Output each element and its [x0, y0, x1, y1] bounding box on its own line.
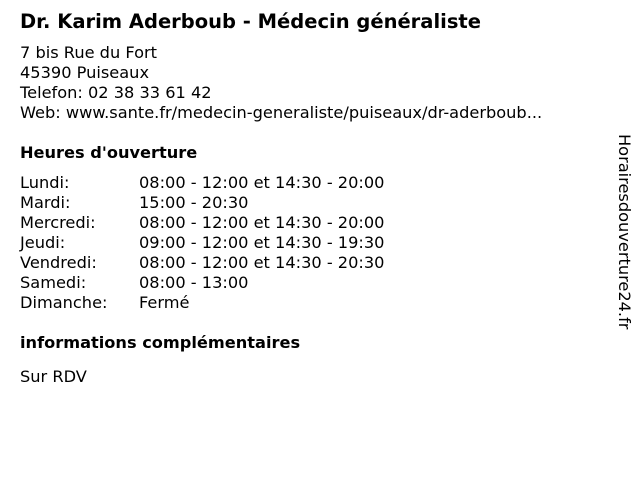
time-value: 08:00 - 12:00 et 14:30 - 20:30: [139, 253, 385, 272]
day-label: Vendredi:: [20, 253, 97, 272]
site-watermark: Horairesdouverture24.fr: [615, 134, 634, 330]
day-label: Lundi:: [20, 173, 70, 192]
additional-info-text: Sur RDV: [20, 367, 87, 386]
hours-row: [20, 213, 600, 233]
time-value: 09:00 - 12:00 et 14:30 - 19:30: [139, 233, 385, 252]
day-label: Jeudi:: [20, 233, 66, 252]
page-title: Dr. Karim Aderboub - Médecin généraliste: [20, 10, 481, 33]
hours-row: [20, 293, 600, 313]
time-value: 08:00 - 13:00: [139, 273, 249, 292]
time-value: 08:00 - 12:00 et 14:30 - 20:00: [139, 173, 385, 192]
hours-row: [20, 193, 600, 213]
time-value: Fermé: [139, 293, 190, 312]
day-label: Samedi:: [20, 273, 87, 292]
hours-row: [20, 173, 600, 193]
phone-number: Telefon: 02 38 33 61 42: [20, 83, 212, 102]
time-value: 15:00 - 20:30: [139, 193, 249, 212]
time-value: 08:00 - 12:00 et 14:30 - 20:00: [139, 213, 385, 232]
opening-hours-heading: Heures d'ouverture: [20, 143, 198, 162]
hours-row: [20, 253, 600, 273]
hours-row: [20, 233, 600, 253]
opening-hours-table: [20, 173, 600, 313]
additional-info-heading: informations complémentaires: [20, 333, 301, 352]
city-postcode: 45390 Puiseaux: [20, 63, 150, 82]
day-label: Mardi:: [20, 193, 71, 212]
address-block: [20, 43, 600, 123]
hours-row: [20, 273, 600, 293]
street-address: 7 bis Rue du Fort: [20, 43, 157, 62]
business-card: [20, 8, 600, 387]
website: Web: www.sante.fr/medecin-generaliste/puiseaux/dr-aderboub...: [20, 103, 543, 122]
day-label: Mercredi:: [20, 213, 96, 232]
day-label: Dimanche:: [20, 293, 108, 312]
